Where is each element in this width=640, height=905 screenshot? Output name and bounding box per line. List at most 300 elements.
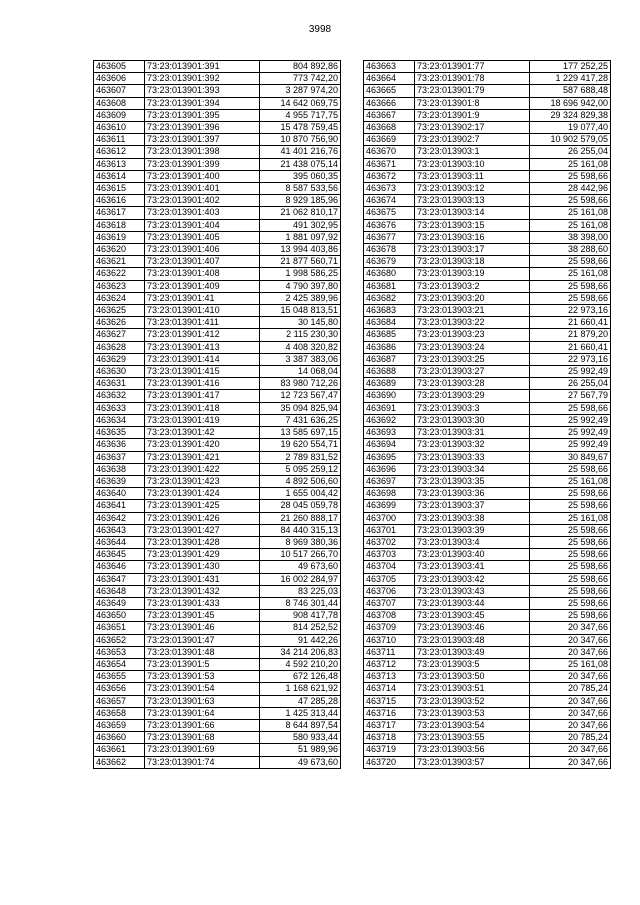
- table-row: [94, 280, 341, 292]
- table-row: [364, 610, 611, 622]
- cadastral-number-cell: 73:23:013901:412: [145, 329, 260, 341]
- cadastral-number-cell: 73:23:013901:417: [145, 390, 260, 402]
- cadastral-number-cell: 73:23:013903:46: [415, 622, 530, 634]
- cadastral-value-cell: 580 933,44: [260, 732, 341, 744]
- cadastral-number-cell: 73:23:013903:23: [415, 329, 530, 341]
- record-number-cell: 463659: [94, 719, 145, 731]
- table-row: [94, 439, 341, 451]
- cadastral-number-cell: 73:23:013903:14: [415, 207, 530, 219]
- table-row: [364, 451, 611, 463]
- cadastral-value-cell: 4 892 506,60: [260, 475, 341, 487]
- cadastral-number-cell: 73:23:013903:20: [415, 292, 530, 304]
- record-number-cell: 463672: [364, 170, 415, 182]
- cadastral-value-cell: 25 161,08: [530, 219, 611, 231]
- cadastral-number-cell: 73:23:013901:53: [145, 671, 260, 683]
- cadastral-number-cell: 73:23:013903:13: [415, 195, 530, 207]
- cadastral-number-cell: 73:23:013903:35: [415, 475, 530, 487]
- cadastral-number-cell: 73:23:013901:394: [145, 97, 260, 109]
- record-number-cell: 463639: [94, 475, 145, 487]
- cadastral-number-cell: 73:23:013901:416: [145, 378, 260, 390]
- cadastral-number-cell: 73:23:013902:17: [415, 122, 530, 134]
- cadastral-value-cell: 4 790 397,80: [260, 280, 341, 292]
- table-row: [364, 756, 611, 768]
- cadastral-number-cell: 73:23:013901:78: [415, 73, 530, 85]
- table-row: [94, 573, 341, 585]
- cadastral-number-cell: 73:23:013901:9: [415, 109, 530, 121]
- cadastral-number-cell: 73:23:013903:30: [415, 414, 530, 426]
- table-row: [94, 585, 341, 597]
- cadastral-number-cell: 73:23:013901:418: [145, 402, 260, 414]
- table-row: [364, 475, 611, 487]
- table-row: [364, 122, 611, 134]
- record-number-cell: 463712: [364, 658, 415, 670]
- cadastral-value-cell: 22 973,16: [530, 353, 611, 365]
- cadastral-number-cell: 73:23:013901:423: [145, 475, 260, 487]
- cadastral-value-cell: 672 126,48: [260, 671, 341, 683]
- table-row: [94, 561, 341, 573]
- table-row: [364, 61, 611, 73]
- record-number-cell: 463663: [364, 61, 415, 73]
- record-number-cell: 463699: [364, 500, 415, 512]
- cadastral-value-cell: 34 214 206,83: [260, 646, 341, 658]
- record-number-cell: 463673: [364, 183, 415, 195]
- table-row: [94, 73, 341, 85]
- record-number-cell: 463688: [364, 366, 415, 378]
- cadastral-value-cell: 814 252,52: [260, 622, 341, 634]
- cadastral-value-cell: 8 929 185,96: [260, 195, 341, 207]
- cadastral-value-cell: 10 870 756,90: [260, 134, 341, 146]
- record-number-cell: 463698: [364, 488, 415, 500]
- record-number-cell: 463671: [364, 158, 415, 170]
- cadastral-value-cell: 25 161,08: [530, 207, 611, 219]
- record-number-cell: 463708: [364, 610, 415, 622]
- table-row: [94, 244, 341, 256]
- record-number-cell: 463655: [94, 671, 145, 683]
- table-row: [94, 500, 341, 512]
- record-number-cell: 463664: [364, 73, 415, 85]
- cadastral-number-cell: 73:23:013903:25: [415, 353, 530, 365]
- cadastral-number-cell: 73:23:013901:41: [145, 292, 260, 304]
- cadastral-value-cell: 26 255,04: [530, 378, 611, 390]
- cadastral-value-cell: 25 161,08: [530, 158, 611, 170]
- table-row: [364, 268, 611, 280]
- cadastral-value-cell: 49 673,60: [260, 561, 341, 573]
- table-row: [364, 719, 611, 731]
- cadastral-value-cell: 25 161,08: [530, 658, 611, 670]
- cadastral-number-cell: 73:23:013903:54: [415, 719, 530, 731]
- table-row: [94, 207, 341, 219]
- record-number-cell: 463709: [364, 622, 415, 634]
- record-number-cell: 463704: [364, 561, 415, 573]
- cadastral-value-cell: 25 598,66: [530, 488, 611, 500]
- record-number-cell: 463711: [364, 646, 415, 658]
- cadastral-value-cell: 8 644 897,54: [260, 719, 341, 731]
- table-row: [94, 378, 341, 390]
- record-number-cell: 463665: [364, 85, 415, 97]
- table-row: [364, 158, 611, 170]
- table-row: [94, 671, 341, 683]
- page-number: 3998: [308, 24, 332, 35]
- cadastral-value-cell: 15 478 759,45: [260, 122, 341, 134]
- record-number-cell: 463690: [364, 390, 415, 402]
- cadastral-number-cell: 73:23:013903:15: [415, 219, 530, 231]
- cadastral-value-cell: 804 892,86: [260, 61, 341, 73]
- cadastral-value-cell: 25 598,66: [530, 536, 611, 548]
- cadastral-number-cell: 73:23:013901:406: [145, 244, 260, 256]
- cadastral-value-cell: 35 094 825,94: [260, 402, 341, 414]
- cadastral-value-cell: 8 969 380,36: [260, 536, 341, 548]
- cadastral-number-cell: 73:23:013903:29: [415, 390, 530, 402]
- cadastral-value-cell: 38 288,60: [530, 244, 611, 256]
- cadastral-value-cell: 25 598,66: [530, 610, 611, 622]
- cadastral-value-cell: 19 620 554,71: [260, 439, 341, 451]
- cadastral-number-cell: 73:23:013901:425: [145, 500, 260, 512]
- cadastral-value-cell: 25 992,49: [530, 366, 611, 378]
- cadastral-number-cell: 73:23:013901:407: [145, 256, 260, 268]
- table-row: [94, 427, 341, 439]
- cadastral-value-cell: 47 285,28: [260, 695, 341, 707]
- cadastral-value-cell: 20 785,24: [530, 683, 611, 695]
- record-number-cell: 463605: [94, 61, 145, 73]
- cadastral-value-cell: 25 598,66: [530, 463, 611, 475]
- table-row: [364, 573, 611, 585]
- record-number-cell: 463622: [94, 268, 145, 280]
- record-number-cell: 463705: [364, 573, 415, 585]
- cadastral-value-cell: 25 598,66: [530, 585, 611, 597]
- cadastral-number-cell: 73:23:013901:413: [145, 341, 260, 353]
- table-row: [94, 622, 341, 634]
- record-number-cell: 463696: [364, 463, 415, 475]
- cadastral-value-cell: 1 168 621,92: [260, 683, 341, 695]
- record-number-cell: 463703: [364, 549, 415, 561]
- table-row: [364, 561, 611, 573]
- cadastral-number-cell: 73:23:013901:422: [145, 463, 260, 475]
- table-row: [364, 488, 611, 500]
- cadastral-value-cell: 21 260 888,17: [260, 512, 341, 524]
- record-number-cell: 463683: [364, 305, 415, 317]
- cadastral-number-cell: 73:23:013903:32: [415, 439, 530, 451]
- cadastral-value-cell: 5 095 259,12: [260, 463, 341, 475]
- table-row: [364, 744, 611, 756]
- cadastral-number-cell: 73:23:013901:397: [145, 134, 260, 146]
- record-number-cell: 463692: [364, 414, 415, 426]
- cadastral-value-cell: 20 347,66: [530, 744, 611, 756]
- cadastral-number-cell: 73:23:013901:399: [145, 158, 260, 170]
- record-number-cell: 463682: [364, 292, 415, 304]
- cadastral-value-cell: 1 655 004,42: [260, 488, 341, 500]
- cadastral-number-cell: 73:23:013903:22: [415, 317, 530, 329]
- table-row: [364, 622, 611, 634]
- table-row: [94, 353, 341, 365]
- record-number-cell: 463625: [94, 305, 145, 317]
- cadastral-number-cell: 73:23:013903:57: [415, 756, 530, 768]
- record-number-cell: 463715: [364, 695, 415, 707]
- cadastral-value-cell: 21 879,20: [530, 329, 611, 341]
- record-number-cell: 463654: [94, 658, 145, 670]
- table-row: [94, 146, 341, 158]
- record-number-cell: 463609: [94, 109, 145, 121]
- cadastral-number-cell: 73:23:013901:404: [145, 219, 260, 231]
- record-number-cell: 463713: [364, 671, 415, 683]
- table-row: [364, 695, 611, 707]
- cadastral-value-cell: 38 398,00: [530, 231, 611, 243]
- table-row: [364, 585, 611, 597]
- cadastral-value-cell: 25 598,66: [530, 402, 611, 414]
- record-number-cell: 463680: [364, 268, 415, 280]
- table-row: [364, 280, 611, 292]
- record-number-cell: 463614: [94, 170, 145, 182]
- table-row: [94, 597, 341, 609]
- cadastral-value-cell: 25 598,66: [530, 524, 611, 536]
- cadastral-number-cell: 73:23:013901:77: [415, 61, 530, 73]
- record-number-cell: 463640: [94, 488, 145, 500]
- cadastral-number-cell: 73:23:013903:2: [415, 280, 530, 292]
- cadastral-number-cell: 73:23:013903:19: [415, 268, 530, 280]
- cadastral-number-cell: 73:23:013901:74: [145, 756, 260, 768]
- table-row: [94, 134, 341, 146]
- cadastral-value-cell: 1 998 586,25: [260, 268, 341, 280]
- table-row: [94, 683, 341, 695]
- cadastral-number-cell: 73:23:013903:40: [415, 549, 530, 561]
- cadastral-number-cell: 73:23:013901:431: [145, 573, 260, 585]
- cadastral-number-cell: 73:23:013901:402: [145, 195, 260, 207]
- cadastral-number-cell: 73:23:013903:43: [415, 585, 530, 597]
- cadastral-number-cell: 73:23:013902:7: [415, 134, 530, 146]
- cadastral-value-cell: 29 324 829,38: [530, 109, 611, 121]
- cadastral-number-cell: 73:23:013901:429: [145, 549, 260, 561]
- record-number-cell: 463632: [94, 390, 145, 402]
- table-row: [94, 305, 341, 317]
- record-number-cell: 463621: [94, 256, 145, 268]
- cadastral-value-cell: 25 992,49: [530, 427, 611, 439]
- cadastral-number-cell: 73:23:013903:56: [415, 744, 530, 756]
- table-row: [94, 329, 341, 341]
- table-row: [94, 341, 341, 353]
- table-row: [364, 231, 611, 243]
- record-number-cell: 463628: [94, 341, 145, 353]
- cadastral-value-cell: 83 225,03: [260, 585, 341, 597]
- cadastral-value-cell: 20 347,66: [530, 719, 611, 731]
- record-number-cell: 463691: [364, 402, 415, 414]
- table-row: [94, 707, 341, 719]
- table-row: [364, 732, 611, 744]
- table-row: [364, 414, 611, 426]
- table-row: [364, 707, 611, 719]
- record-number-cell: 463670: [364, 146, 415, 158]
- cadastral-number-cell: 73:23:013903:45: [415, 610, 530, 622]
- record-number-cell: 463684: [364, 317, 415, 329]
- table-row: [94, 695, 341, 707]
- record-number-cell: 463667: [364, 109, 415, 121]
- cadastral-number-cell: 73:23:013903:21: [415, 305, 530, 317]
- record-number-cell: 463630: [94, 366, 145, 378]
- record-number-cell: 463693: [364, 427, 415, 439]
- record-number-cell: 463687: [364, 353, 415, 365]
- cadastral-number-cell: 73:23:013903:10: [415, 158, 530, 170]
- record-number-cell: 463651: [94, 622, 145, 634]
- table-row: [364, 524, 611, 536]
- cadastral-number-cell: 73:23:013901:410: [145, 305, 260, 317]
- table-row: [94, 536, 341, 548]
- record-number-cell: 463657: [94, 695, 145, 707]
- cadastral-value-cell: 21 660,41: [530, 341, 611, 353]
- cadastral-value-cell: 20 785,24: [530, 732, 611, 744]
- cadastral-value-cell: 25 992,49: [530, 439, 611, 451]
- cadastral-value-cell: 25 598,66: [530, 561, 611, 573]
- record-number-cell: 463607: [94, 85, 145, 97]
- cadastral-value-cell: 25 598,66: [530, 280, 611, 292]
- cadastral-value-cell: 21 062 810,17: [260, 207, 341, 219]
- cadastral-number-cell: 73:23:013903:53: [415, 707, 530, 719]
- cadastral-number-cell: 73:23:013903:41: [415, 561, 530, 573]
- cadastral-number-cell: 73:23:013901:393: [145, 85, 260, 97]
- record-number-cell: 463629: [94, 353, 145, 365]
- table-row: [94, 634, 341, 646]
- record-number-cell: 463678: [364, 244, 415, 256]
- cadastral-number-cell: 73:23:013903:24: [415, 341, 530, 353]
- cadastral-value-cell: 28 045 059,78: [260, 500, 341, 512]
- record-number-cell: 463710: [364, 634, 415, 646]
- record-number-cell: 463714: [364, 683, 415, 695]
- record-number-cell: 463669: [364, 134, 415, 146]
- cadastral-number-cell: 73:23:013901:426: [145, 512, 260, 524]
- cadastral-value-cell: 15 048 813,51: [260, 305, 341, 317]
- table-row: [364, 219, 611, 231]
- cadastral-number-cell: 73:23:013901:66: [145, 719, 260, 731]
- record-number-cell: 463697: [364, 475, 415, 487]
- table-row: [94, 256, 341, 268]
- cadastral-value-cell: 25 598,66: [530, 292, 611, 304]
- table-row: [94, 61, 341, 73]
- record-number-cell: 463648: [94, 585, 145, 597]
- record-number-cell: 463636: [94, 439, 145, 451]
- cadastral-number-cell: 73:23:013901:420: [145, 439, 260, 451]
- cadastral-value-cell: 4 408 320,82: [260, 341, 341, 353]
- record-number-cell: 463617: [94, 207, 145, 219]
- cadastral-number-cell: 73:23:013901:5: [145, 658, 260, 670]
- cadastral-value-cell: 20 347,66: [530, 695, 611, 707]
- cadastral-value-cell: 1 881 097,92: [260, 231, 341, 243]
- cadastral-value-cell: 20 347,66: [530, 646, 611, 658]
- table-row: [94, 231, 341, 243]
- cadastral-number-cell: 73:23:013901:401: [145, 183, 260, 195]
- record-number-cell: 463645: [94, 549, 145, 561]
- record-number-cell: 463616: [94, 195, 145, 207]
- cadastral-value-cell: 22 973,16: [530, 305, 611, 317]
- table-row: [364, 109, 611, 121]
- cadastral-number-cell: 73:23:013901:415: [145, 366, 260, 378]
- table-row: [94, 97, 341, 109]
- table-row: [364, 207, 611, 219]
- table-row: [364, 341, 611, 353]
- cadastral-number-cell: 73:23:013901:79: [415, 85, 530, 97]
- cadastral-number-cell: 73:23:013903:4: [415, 536, 530, 548]
- table-row: [94, 122, 341, 134]
- record-number-cell: 463650: [94, 610, 145, 622]
- cadastral-value-cell: 2 789 831,52: [260, 451, 341, 463]
- table-row: [94, 268, 341, 280]
- cadastral-value-cell: 395 060,35: [260, 170, 341, 182]
- cadastral-number-cell: 73:23:013901:47: [145, 634, 260, 646]
- record-number-cell: 463679: [364, 256, 415, 268]
- cadastral-value-cell: 25 598,66: [530, 256, 611, 268]
- cadastral-value-cell: 25 161,08: [530, 512, 611, 524]
- cadastral-number-cell: 73:23:013901:42: [145, 427, 260, 439]
- cadastral-number-cell: 73:23:013901:48: [145, 646, 260, 658]
- table-row: [94, 756, 341, 768]
- cadastral-number-cell: 73:23:013903:49: [415, 646, 530, 658]
- cadastral-value-cell: 21 660,41: [530, 317, 611, 329]
- table-row: [94, 317, 341, 329]
- cadastral-value-cell: 25 598,66: [530, 500, 611, 512]
- record-number-cell: 463694: [364, 439, 415, 451]
- table-row: [94, 183, 341, 195]
- table-row: [364, 317, 611, 329]
- table-row: [94, 414, 341, 426]
- cadastral-value-cell: 20 347,66: [530, 634, 611, 646]
- record-number-cell: 463695: [364, 451, 415, 463]
- record-number-cell: 463656: [94, 683, 145, 695]
- record-number-cell: 463686: [364, 341, 415, 353]
- cadastral-value-cell: 19 077,40: [530, 122, 611, 134]
- cadastral-number-cell: 73:23:013903:38: [415, 512, 530, 524]
- cadastral-number-cell: 73:23:013901:433: [145, 597, 260, 609]
- cadastral-number-cell: 73:23:013901:432: [145, 585, 260, 597]
- table-row: [364, 292, 611, 304]
- cadastral-number-cell: 73:23:013901:409: [145, 280, 260, 292]
- table-row: [364, 512, 611, 524]
- cadastral-value-cell: 13 585 697,15: [260, 427, 341, 439]
- cadastral-value-cell: 41 401 216,76: [260, 146, 341, 158]
- table-row: [364, 536, 611, 548]
- record-number-cell: 463613: [94, 158, 145, 170]
- record-number-cell: 463633: [94, 402, 145, 414]
- cadastral-number-cell: 73:23:013901:419: [145, 414, 260, 426]
- cadastral-number-cell: 73:23:013901:68: [145, 732, 260, 744]
- cadastral-number-cell: 73:23:013901:398: [145, 146, 260, 158]
- record-number-cell: 463701: [364, 524, 415, 536]
- cadastral-value-cell: 26 255,04: [530, 146, 611, 158]
- record-number-cell: 463716: [364, 707, 415, 719]
- table-row: [94, 451, 341, 463]
- table-row: [364, 195, 611, 207]
- record-number-cell: 463681: [364, 280, 415, 292]
- table-row: [364, 329, 611, 341]
- cadastral-value-cell: 2 425 389,96: [260, 292, 341, 304]
- record-number-cell: 463634: [94, 414, 145, 426]
- cadastral-number-cell: 73:23:013903:34: [415, 463, 530, 475]
- cadastral-number-cell: 73:23:013901:46: [145, 622, 260, 634]
- cadastral-value-cell: 1 229 417,28: [530, 73, 611, 85]
- cadastral-value-cell: 8 587 533,56: [260, 183, 341, 195]
- cadastral-value-cell: 1 425 313,44: [260, 707, 341, 719]
- cadastral-number-cell: 73:23:013903:18: [415, 256, 530, 268]
- cadastral-number-cell: 73:23:013901:392: [145, 73, 260, 85]
- record-number-cell: 463658: [94, 707, 145, 719]
- cadastral-value-cell: 20 347,66: [530, 707, 611, 719]
- table-row: [94, 549, 341, 561]
- table-row: [364, 683, 611, 695]
- cadastral-value-cell: 18 696 942,00: [530, 97, 611, 109]
- cadastral-number-cell: 73:23:013901:405: [145, 231, 260, 243]
- record-number-cell: 463685: [364, 329, 415, 341]
- table-row: [94, 488, 341, 500]
- cadastral-value-cell: 16 002 284,97: [260, 573, 341, 585]
- record-number-cell: 463719: [364, 744, 415, 756]
- table-row: [94, 732, 341, 744]
- table-row: [94, 463, 341, 475]
- table-row: [364, 402, 611, 414]
